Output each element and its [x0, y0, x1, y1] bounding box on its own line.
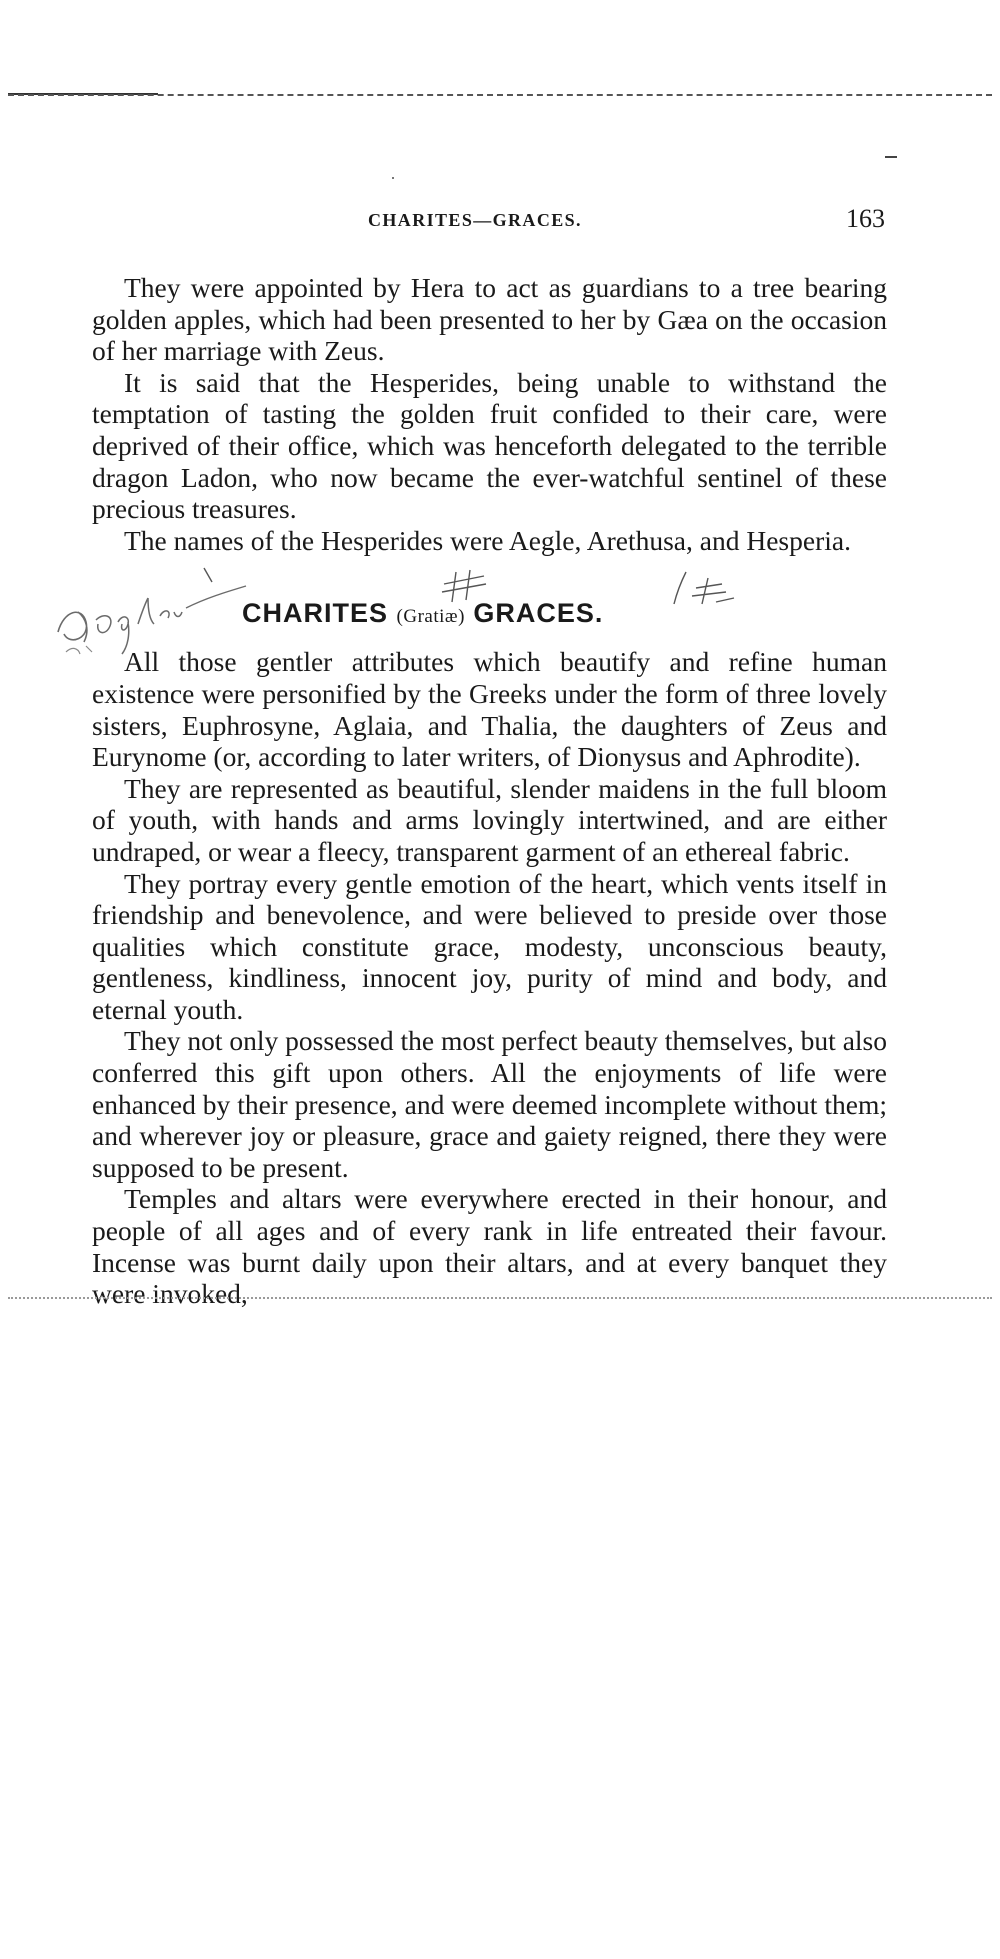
paragraph: Temples and altars were everywhere erected in their honour, and people of all ages and of every rank in life entreated their favour. Incense was burnt daily upon their altars, and at every banquet they were invoked,: [92, 1183, 887, 1310]
text-block-before: [92, 272, 887, 556]
paper-speck: [392, 177, 394, 179]
running-head-title: CHARITES—GRACES.: [368, 210, 582, 230]
section-heading: [92, 562, 887, 646]
section-title-main: CHARITES: [242, 598, 389, 629]
paragraph: All those gentler attributes which beautify and refine human existence were personified by the Greeks under the form of three lovely sisters, Euphrosyne, Aglaia, and Thalia, the daughters of Zeus and Eurynome (or, according to later writers, of Dionysus and Aphrodite).: [92, 646, 887, 773]
page-number: 163: [846, 204, 885, 233]
top-rule: [8, 94, 992, 96]
margin-dash-mark: [885, 156, 897, 158]
paragraph: They are represented as beautiful, slender maidens in the full bloom of youth, with hands and arms lovingly intertwined, and are either undraped, or wear a fleecy, transparent garment of an ethereal fabric.: [92, 772, 887, 867]
bottom-rule: [8, 1297, 992, 1299]
section-title-english: GRACES.: [473, 598, 604, 629]
paragraph: They not only possessed the most perfect beauty themselves, but also conferred this gift upon others. All the enjoyments of life were enhanced by their presence, and were deemed incomplete without them; and wherever joy or pleasure, grace and gaiety reigned, there they were supposed to be present.: [92, 1025, 887, 1183]
paragraph: They were appointed by Hera to act as guardians to a tree bearing golden apples, which had been presented to her by Gæa on the occasion of her marriage with Zeus.: [92, 272, 887, 367]
section-title-latin: (Gratiæ): [396, 606, 465, 628]
paragraph: It is said that the Hesperides, being unable to withstand the temptation of tasting the golden fruit confided to their care, were deprived of their office, which was henceforth delegated to the terrible dragon Ladon, who now became the ever-watchful sentinel of these precious treasures.: [92, 366, 887, 525]
paragraph: The names of the Hesperides were Aegle, Arethusa, and Hesperia.: [124, 524, 851, 556]
text-block-after: [92, 646, 887, 1309]
section-title: [242, 598, 603, 629]
paragraph: They portray every gentle emotion of the heart, which vents itself in friendship and benevolence, and were believed to preside over those qualities which constitute grace, modesty, unconscious beauty, gentleness, kindliness, innocent joy, purity of mind and body, and eternal youth.: [92, 867, 887, 1025]
running-head: [92, 202, 887, 248]
book-page: [92, 202, 887, 1310]
